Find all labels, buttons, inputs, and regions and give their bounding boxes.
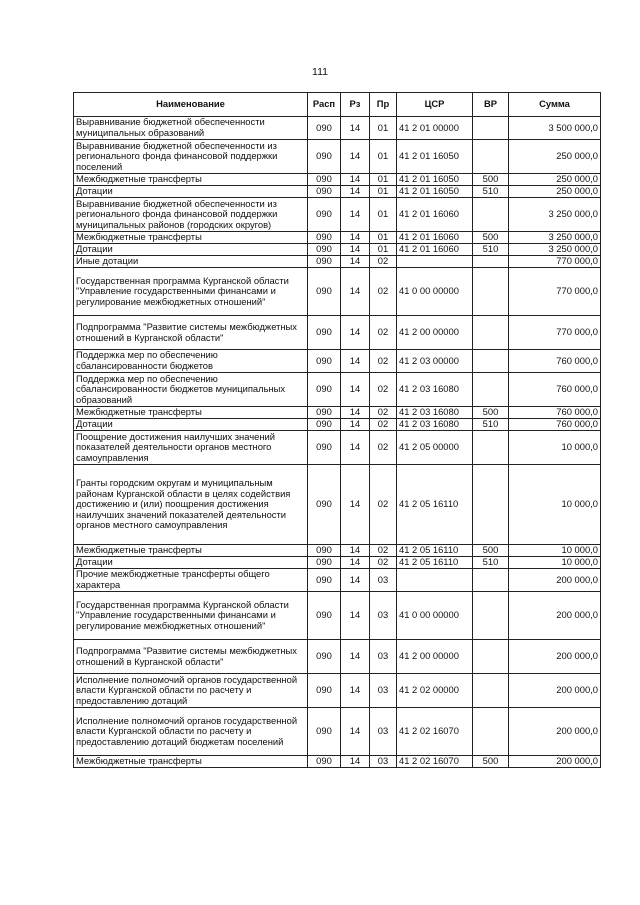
cell-vr: [473, 674, 509, 708]
cell-sum: 250 000,0: [509, 140, 601, 174]
cell-pr: 02: [370, 316, 397, 350]
cell-rz: 14: [341, 592, 370, 640]
cell-sum: 250 000,0: [509, 186, 601, 198]
cell-rz: 14: [341, 174, 370, 186]
cell-name: Поддержка мер по обеспечению сбалансированности бюджетов: [74, 350, 308, 373]
cell-sum: 200 000,0: [509, 569, 601, 592]
cell-csr: 41 2 01 16050: [397, 140, 473, 174]
table-row: [74, 431, 601, 465]
cell-csr: 41 2 02 00000: [397, 674, 473, 708]
budget-table: [73, 92, 601, 768]
cell-sum: 770 000,0: [509, 316, 601, 350]
table-row: [74, 545, 601, 557]
cell-pr: 01: [370, 174, 397, 186]
cell-rz: 14: [341, 545, 370, 557]
cell-name: Межбюджетные трансферты: [74, 174, 308, 186]
table-row: [74, 419, 601, 431]
cell-csr: 41 2 03 16080: [397, 407, 473, 419]
cell-sum: 10 000,0: [509, 557, 601, 569]
cell-csr: 41 2 05 16110: [397, 557, 473, 569]
table-row: [74, 557, 601, 569]
cell-rz: 14: [341, 431, 370, 465]
cell-rasp: 090: [308, 756, 341, 768]
table-row: [74, 592, 601, 640]
cell-rasp: 090: [308, 431, 341, 465]
cell-name: Подпрограмма "Развитие системы межбюджетных отношений в Курганской области": [74, 316, 308, 350]
cell-name: Межбюджетные трансферты: [74, 232, 308, 244]
cell-sum: 200 000,0: [509, 640, 601, 674]
cell-name: Межбюджетные трансферты: [74, 407, 308, 419]
table-row: [74, 244, 601, 256]
cell-vr: 500: [473, 756, 509, 768]
table-row: [74, 756, 601, 768]
cell-name: Исполнение полномочий органов государственной власти Курганской области по расчету и предоставлению дотаций: [74, 674, 308, 708]
cell-rz: 14: [341, 316, 370, 350]
cell-rz: 14: [341, 268, 370, 316]
cell-vr: [473, 431, 509, 465]
cell-name: Выравнивание бюджетной обеспеченности из регионального фонда финансовой поддержки поселений: [74, 140, 308, 174]
cell-pr: 02: [370, 350, 397, 373]
cell-pr: 02: [370, 268, 397, 316]
cell-sum: 200 000,0: [509, 708, 601, 756]
cell-pr: 01: [370, 117, 397, 140]
cell-vr: 510: [473, 557, 509, 569]
cell-vr: [473, 198, 509, 232]
cell-rasp: 090: [308, 557, 341, 569]
cell-rz: 14: [341, 373, 370, 407]
cell-name: Дотации: [74, 557, 308, 569]
cell-pr: 03: [370, 756, 397, 768]
cell-csr: 41 2 01 16060: [397, 232, 473, 244]
cell-pr: 02: [370, 465, 397, 545]
table-header-row: [74, 93, 601, 117]
table-row: [74, 674, 601, 708]
cell-sum: 200 000,0: [509, 592, 601, 640]
column-header-vr: ВР: [473, 93, 509, 117]
cell-vr: 500: [473, 407, 509, 419]
cell-name: Дотации: [74, 244, 308, 256]
table-row: [74, 140, 601, 174]
cell-vr: 500: [473, 232, 509, 244]
cell-rz: 14: [341, 569, 370, 592]
cell-vr: 510: [473, 419, 509, 431]
cell-pr: 02: [370, 545, 397, 557]
cell-sum: 760 000,0: [509, 407, 601, 419]
cell-rasp: 090: [308, 592, 341, 640]
cell-csr: 41 2 00 00000: [397, 640, 473, 674]
cell-csr: 41 2 00 00000: [397, 316, 473, 350]
cell-csr: [397, 569, 473, 592]
cell-rz: 14: [341, 186, 370, 198]
cell-name: Гранты городским округам и муниципальным районам Курганской области в целях содействия достижению и (или) поощрения достижения наилучших значений показателей деятельности органов местного самоуправления: [74, 465, 308, 545]
table-row: [74, 569, 601, 592]
table-row: [74, 465, 601, 545]
cell-name: Поддержка мер по обеспечению сбалансированности бюджетов муниципальных образований: [74, 373, 308, 407]
cell-pr: 02: [370, 256, 397, 268]
column-header-pr: Пр: [370, 93, 397, 117]
cell-pr: 02: [370, 373, 397, 407]
table-row: [74, 708, 601, 756]
cell-rasp: 090: [308, 350, 341, 373]
page-number: 111: [312, 66, 328, 78]
cell-sum: 760 000,0: [509, 419, 601, 431]
cell-csr: 41 0 00 00000: [397, 592, 473, 640]
cell-rasp: 090: [308, 232, 341, 244]
table-row: [74, 174, 601, 186]
table-row: [74, 373, 601, 407]
cell-rasp: 090: [308, 708, 341, 756]
table-row: [74, 198, 601, 232]
column-header-rasp: Расп: [308, 93, 341, 117]
cell-rasp: 090: [308, 316, 341, 350]
cell-pr: 03: [370, 708, 397, 756]
column-header-rz: Рз: [341, 93, 370, 117]
cell-name: Межбюджетные трансферты: [74, 545, 308, 557]
cell-rasp: 090: [308, 198, 341, 232]
cell-pr: 03: [370, 592, 397, 640]
cell-sum: 200 000,0: [509, 674, 601, 708]
cell-rasp: 090: [308, 569, 341, 592]
cell-rz: 14: [341, 198, 370, 232]
cell-name: Выравнивание бюджетной обеспеченности муниципальных образований: [74, 117, 308, 140]
table-row: [74, 256, 601, 268]
cell-rasp: 090: [308, 256, 341, 268]
cell-rasp: 090: [308, 268, 341, 316]
cell-pr: 01: [370, 186, 397, 198]
cell-sum: 10 000,0: [509, 431, 601, 465]
cell-csr: 41 2 05 00000: [397, 431, 473, 465]
cell-name: Межбюджетные трансферты: [74, 756, 308, 768]
cell-pr: 01: [370, 244, 397, 256]
cell-csr: 41 2 03 16080: [397, 419, 473, 431]
cell-sum: 250 000,0: [509, 174, 601, 186]
cell-rasp: 090: [308, 674, 341, 708]
cell-rz: 14: [341, 674, 370, 708]
cell-pr: 02: [370, 407, 397, 419]
cell-name: Поощрение достижения наилучших значений показателей деятельности органов местного самоуправления: [74, 431, 308, 465]
cell-csr: 41 2 01 16050: [397, 174, 473, 186]
cell-rz: 14: [341, 756, 370, 768]
cell-rasp: 090: [308, 186, 341, 198]
cell-rz: 14: [341, 350, 370, 373]
cell-sum: 3 250 000,0: [509, 232, 601, 244]
table-row: [74, 268, 601, 316]
cell-sum: 760 000,0: [509, 373, 601, 407]
cell-sum: 770 000,0: [509, 268, 601, 316]
cell-vr: 510: [473, 244, 509, 256]
column-header-sum: Сумма: [509, 93, 601, 117]
cell-rz: 14: [341, 407, 370, 419]
cell-name: Прочие межбюджетные трансферты общего характера: [74, 569, 308, 592]
cell-vr: [473, 350, 509, 373]
cell-rasp: 090: [308, 640, 341, 674]
cell-rasp: 090: [308, 140, 341, 174]
cell-pr: 03: [370, 569, 397, 592]
cell-sum: 3 250 000,0: [509, 244, 601, 256]
cell-vr: [473, 256, 509, 268]
column-header-csr: ЦСР: [397, 93, 473, 117]
cell-rasp: 090: [308, 545, 341, 557]
table-body: [74, 117, 601, 768]
table-row: [74, 232, 601, 244]
cell-sum: 760 000,0: [509, 350, 601, 373]
cell-rz: 14: [341, 232, 370, 244]
cell-csr: 41 2 02 16070: [397, 708, 473, 756]
cell-pr: 02: [370, 431, 397, 465]
table-row: [74, 350, 601, 373]
cell-name: Государственная программа Курганской области "Управление государственными финансами и регулирование межбюджетных отношений": [74, 268, 308, 316]
cell-vr: [473, 640, 509, 674]
table-row: [74, 407, 601, 419]
cell-sum: 3 500 000,0: [509, 117, 601, 140]
cell-sum: 10 000,0: [509, 545, 601, 557]
cell-rz: 14: [341, 256, 370, 268]
cell-vr: [473, 465, 509, 545]
cell-csr: 41 2 05 16110: [397, 465, 473, 545]
cell-rz: 14: [341, 465, 370, 545]
cell-vr: [473, 373, 509, 407]
cell-csr: 41 2 03 16080: [397, 373, 473, 407]
cell-rasp: 090: [308, 373, 341, 407]
cell-rasp: 090: [308, 174, 341, 186]
cell-name: Дотации: [74, 419, 308, 431]
cell-sum: 770 000,0: [509, 256, 601, 268]
cell-pr: 01: [370, 232, 397, 244]
cell-name: Иные дотации: [74, 256, 308, 268]
cell-csr: 41 2 01 00000: [397, 117, 473, 140]
cell-rz: 14: [341, 557, 370, 569]
cell-vr: [473, 316, 509, 350]
cell-vr: [473, 117, 509, 140]
cell-vr: [473, 592, 509, 640]
cell-vr: [473, 569, 509, 592]
cell-vr: [473, 708, 509, 756]
cell-csr: 41 2 05 16110: [397, 545, 473, 557]
cell-rasp: 090: [308, 244, 341, 256]
cell-sum: 3 250 000,0: [509, 198, 601, 232]
cell-name: Дотации: [74, 186, 308, 198]
cell-csr: 41 2 03 00000: [397, 350, 473, 373]
cell-name: Подпрограмма "Развитие системы межбюджетных отношений в Курганской области": [74, 640, 308, 674]
cell-vr: 500: [473, 545, 509, 557]
cell-vr: 500: [473, 174, 509, 186]
cell-csr: 41 0 00 00000: [397, 268, 473, 316]
cell-rz: 14: [341, 244, 370, 256]
cell-rz: 14: [341, 640, 370, 674]
cell-vr: [473, 268, 509, 316]
cell-csr: 41 2 01 16060: [397, 198, 473, 232]
cell-pr: 02: [370, 557, 397, 569]
cell-rz: 14: [341, 117, 370, 140]
cell-sum: 10 000,0: [509, 465, 601, 545]
cell-name: Выравнивание бюджетной обеспеченности из регионального фонда финансовой поддержки муниципальных районов (городских округов): [74, 198, 308, 232]
cell-csr: [397, 256, 473, 268]
cell-name: Исполнение полномочий органов государственной власти Курганской области по расчету и предоставлению дотаций бюджетам поселений: [74, 708, 308, 756]
cell-rz: 14: [341, 708, 370, 756]
cell-pr: 02: [370, 419, 397, 431]
column-header-name: Наименование: [74, 93, 308, 117]
cell-csr: 41 2 01 16060: [397, 244, 473, 256]
cell-pr: 03: [370, 640, 397, 674]
cell-pr: 01: [370, 140, 397, 174]
cell-csr: 41 2 01 16050: [397, 186, 473, 198]
cell-rz: 14: [341, 140, 370, 174]
table-row: [74, 186, 601, 198]
cell-rasp: 090: [308, 419, 341, 431]
cell-rz: 14: [341, 419, 370, 431]
cell-sum: 200 000,0: [509, 756, 601, 768]
cell-vr: 510: [473, 186, 509, 198]
cell-pr: 03: [370, 674, 397, 708]
table-row: [74, 117, 601, 140]
table-row: [74, 316, 601, 350]
cell-rasp: 090: [308, 407, 341, 419]
cell-pr: 01: [370, 198, 397, 232]
cell-csr: 41 2 02 16070: [397, 756, 473, 768]
cell-rasp: 090: [308, 117, 341, 140]
cell-vr: [473, 140, 509, 174]
cell-name: Государственная программа Курганской области "Управление государственными финансами и регулирование межбюджетных отношений": [74, 592, 308, 640]
table-row: [74, 640, 601, 674]
cell-rasp: 090: [308, 465, 341, 545]
